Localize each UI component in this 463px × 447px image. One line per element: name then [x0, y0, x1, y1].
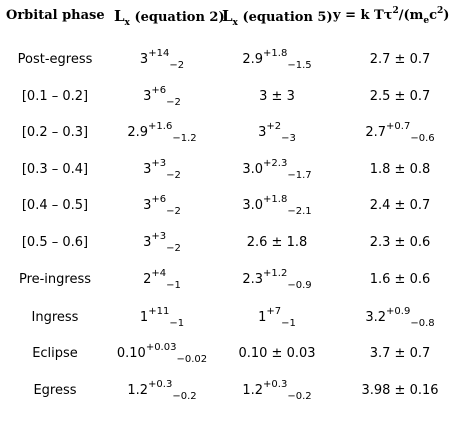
value: 2.3 ± 0.6	[369, 235, 431, 250]
upper-error: +0.9	[386, 306, 411, 317]
value: 2.7 ± 0.7	[369, 52, 431, 67]
table-row	[0, 231, 463, 266]
lx-eq5-cell	[224, 194, 330, 217]
y-parameter-cell	[338, 90, 462, 103]
lower-error: −1	[169, 318, 185, 329]
y-parameter-cell	[338, 273, 462, 286]
y-parameter-cell	[338, 306, 462, 329]
table-row	[0, 48, 463, 83]
table-row	[0, 379, 463, 414]
y-parameter-cell	[338, 121, 462, 144]
orbital-phase-cell	[0, 384, 110, 397]
lx-eq2-cell	[112, 342, 212, 365]
lx-eq2-cell	[112, 158, 212, 181]
upper-error: +2.3	[263, 158, 288, 169]
value: 3.2	[365, 310, 387, 325]
table-row	[0, 194, 463, 229]
header-y-text-c: c	[429, 8, 438, 23]
y-parameter-cell	[338, 347, 462, 360]
lx-eq5-cell	[224, 236, 330, 249]
lower-error: −1.5	[287, 60, 312, 71]
header-orbital-phase	[6, 9, 105, 35]
lower-error: −2	[166, 243, 181, 254]
orbital-phase-cell	[0, 236, 110, 249]
value: 1.8 ± 0.8	[369, 162, 431, 177]
value: 3.7 ± 0.7	[369, 346, 431, 361]
value: 0.10	[116, 346, 146, 361]
lower-error: −1.2	[172, 133, 197, 144]
header-y-sup-1: 2	[392, 6, 399, 16]
phase-label: [0.1 – 0.2]	[21, 89, 89, 104]
phase-label: [0.2 – 0.3]	[21, 125, 89, 140]
upper-error: +3	[151, 231, 167, 242]
lower-error: −1	[166, 280, 181, 291]
phase-label: [0.4 – 0.5]	[21, 198, 89, 213]
header-y-text-b: /(m	[398, 8, 424, 23]
orbital-phase-cell	[0, 90, 110, 103]
value: 2	[143, 272, 152, 287]
value: 2.9	[242, 52, 264, 67]
upper-error: +11	[148, 306, 170, 317]
table-row	[0, 121, 463, 156]
y-parameter-cell	[338, 53, 462, 66]
lower-error: −2	[166, 170, 181, 181]
orbital-phase-cell	[0, 126, 110, 139]
value: 3	[143, 235, 152, 250]
lower-error: −2	[166, 206, 181, 217]
lower-error: −0.8	[410, 318, 435, 329]
upper-error: +1.8	[263, 194, 288, 205]
value: 3	[258, 125, 267, 140]
value: 3.0	[242, 198, 264, 213]
table-row	[0, 268, 463, 303]
lx-eq5-cell	[224, 48, 330, 71]
lx-eq2-cell	[112, 85, 212, 108]
value: 1.6 ± 0.6	[369, 272, 431, 287]
value: 1.2	[127, 383, 149, 398]
y-parameter-cell	[338, 236, 462, 249]
lx-eq2-cell	[112, 306, 212, 329]
orbital-phase-cell	[0, 53, 110, 66]
upper-error: +0.3	[148, 379, 173, 390]
header-y-text-d: )	[443, 8, 450, 23]
lx-eq5-cell	[224, 158, 330, 181]
upper-error: +3	[151, 158, 167, 169]
y-parameter-cell	[338, 199, 462, 212]
value: 2.6 ± 1.8	[246, 235, 308, 250]
y-parameter-cell	[338, 384, 462, 397]
upper-error: +1.8	[263, 48, 288, 59]
upper-error: +0.3	[263, 379, 288, 390]
lower-error: −0.2	[287, 391, 312, 402]
value: 3	[143, 198, 152, 213]
header-lx5-text: (equation 5)	[237, 10, 333, 25]
header-y-sup-2: 2	[437, 6, 444, 16]
orbital-phase-cell	[0, 273, 110, 286]
value: 1	[139, 310, 149, 325]
value: 2.7	[365, 125, 387, 140]
header-y-text-a: y = k Tτ	[333, 8, 393, 23]
lx-eq2-cell	[112, 268, 212, 291]
value: 1.2	[242, 383, 264, 398]
phase-label: Ingress	[31, 310, 79, 325]
header-y-sub-e: e	[423, 16, 430, 26]
lower-error: −2	[166, 97, 181, 108]
header-y-parameter	[333, 6, 450, 35]
value: 2.4 ± 0.7	[369, 198, 431, 213]
header-lx2-symbol: L	[114, 7, 125, 25]
lx-eq2-cell	[112, 379, 212, 402]
lx-eq2-cell	[112, 231, 212, 254]
upper-error: +1.6	[148, 121, 173, 132]
phase-label: Pre-ingress	[18, 272, 92, 287]
lx-eq5-cell	[224, 121, 330, 144]
lower-error: −1.7	[287, 170, 312, 181]
value: 2.3	[242, 272, 264, 287]
y-parameter-cell	[338, 163, 462, 176]
value: 2.5 ± 0.7	[369, 89, 431, 104]
lower-error: −1	[281, 318, 296, 329]
lower-error: −2.1	[287, 206, 312, 217]
table-row	[0, 85, 463, 120]
orbital-phase-cell	[0, 199, 110, 212]
upper-error: +7	[266, 306, 282, 317]
lower-error: −2	[169, 60, 185, 71]
table-row	[0, 306, 463, 341]
value: 3.98 ± 0.16	[361, 383, 439, 398]
lx-eq5-cell	[224, 347, 330, 360]
lower-error: −0.9	[287, 280, 312, 291]
orbital-phase-cell	[0, 347, 110, 360]
header-lx5-subscript: x	[232, 18, 238, 28]
lower-error: −0.2	[172, 391, 197, 402]
header-lx2-subscript: x	[124, 18, 130, 28]
phase-label: Egress	[33, 383, 77, 398]
value: 3	[139, 52, 149, 67]
phase-label: Post-egress	[17, 52, 93, 67]
lx-eq5-cell	[224, 268, 330, 291]
table-row	[0, 158, 463, 193]
lx-eq2-cell	[112, 121, 212, 144]
value: 2.9	[127, 125, 149, 140]
lx-eq2-cell	[112, 194, 212, 217]
upper-error: +4	[151, 268, 167, 279]
lower-error: −0.6	[410, 133, 435, 144]
header-lx-equation-2	[114, 9, 225, 35]
value: 0.10 ± 0.03	[238, 346, 316, 361]
header-lx2-text: (equation 2)	[129, 10, 225, 25]
value: 3 ± 3	[259, 89, 295, 104]
header-orbital-phase-label: Orbital phase	[6, 8, 105, 23]
orbital-phase-cell	[0, 163, 110, 176]
header-lx5-symbol: L	[222, 7, 233, 25]
phase-label: Eclipse	[32, 346, 78, 361]
lower-error: −0.02	[176, 354, 208, 365]
lx-eq5-cell	[224, 90, 330, 103]
value: 3	[143, 162, 152, 177]
upper-error: +0.7	[386, 121, 411, 132]
lower-error: −3	[281, 133, 296, 144]
phase-label: [0.5 – 0.6]	[21, 235, 89, 250]
table-row	[0, 342, 463, 377]
orbital-phase-cell	[0, 311, 110, 324]
upper-error: +14	[148, 48, 170, 59]
phase-label: [0.3 – 0.4]	[21, 162, 89, 177]
value: 3.0	[242, 162, 264, 177]
header-lx-equation-5	[222, 9, 333, 35]
upper-error: +2	[266, 121, 282, 132]
upper-error: +6	[151, 85, 167, 96]
lx-eq2-cell	[112, 48, 212, 71]
upper-error: +6	[151, 194, 167, 205]
value: 1	[258, 310, 267, 325]
lx-eq5-cell	[224, 306, 330, 329]
value: 3	[143, 89, 152, 104]
upper-error: +1.2	[263, 268, 288, 279]
upper-error: +0.03	[145, 342, 177, 353]
lx-eq5-cell	[224, 379, 330, 402]
